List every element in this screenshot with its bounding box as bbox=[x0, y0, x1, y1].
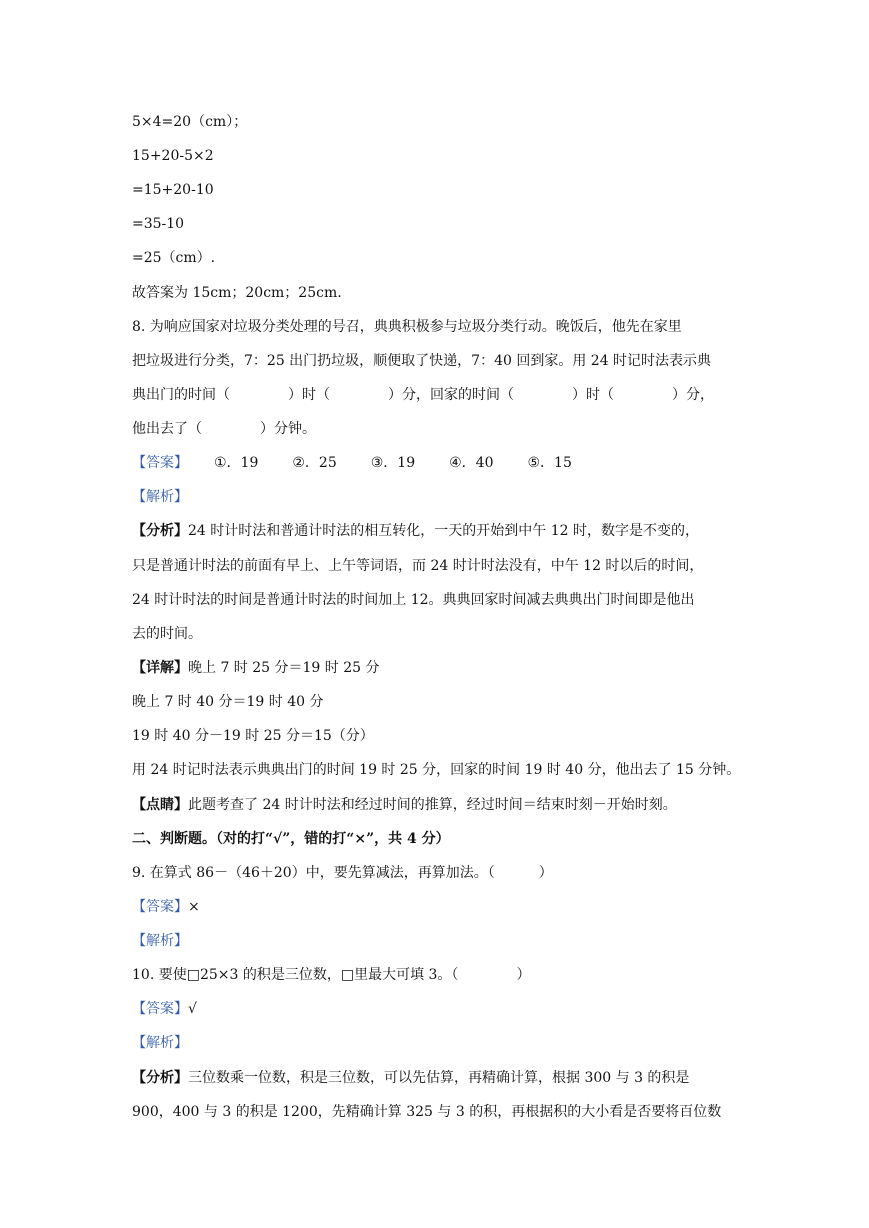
q10-text: ） bbox=[516, 967, 531, 983]
q10-fenxi-line bbox=[132, 1068, 739, 1088]
fenxi-text: 24 时计时法的时间是普通计时法的时间加上 12。典典回家时间减去典典出门时间即是他出 bbox=[132, 592, 695, 608]
text-line: =15+20-10 bbox=[132, 182, 214, 198]
q9-text: ） bbox=[538, 865, 553, 881]
answer-item: × bbox=[188, 899, 200, 915]
answer-label: 【答案】 bbox=[132, 1001, 188, 1017]
answer-item: ①．19 bbox=[214, 455, 259, 471]
fenxi-label: 【分析】 bbox=[132, 523, 188, 539]
q8-text: ）时（ bbox=[572, 387, 614, 403]
q8-line-1: 8. 为响应国家对垃圾分类处理的号召，典典积极参与垃圾分类行动。晚饭后，他先在家里 bbox=[132, 319, 682, 335]
detail-label: 【详解】 bbox=[132, 660, 188, 676]
text-line: 5×4=20（cm）； bbox=[132, 114, 248, 130]
detail-text: 19 时 40 分－19 时 25 分＝15（分） bbox=[132, 728, 374, 744]
fenxi-text: 三位数乘一位数，积是三位数，可以先估算，再精确计算，根据 300 与 3 的积是 bbox=[188, 1070, 690, 1086]
answer-item: ③．19 bbox=[370, 455, 416, 471]
fenxi-label: 【分析】 bbox=[132, 1070, 188, 1086]
answer-item: ②．25 bbox=[292, 455, 337, 471]
detail-text: 晚上 7 时 25 分＝19 时 25 分 bbox=[188, 660, 380, 676]
q9-answer-line bbox=[132, 897, 739, 917]
text-line: =25（cm）. bbox=[132, 250, 216, 266]
q8-line-2: 把垃圾进行分类，7：25 出门扔垃圾，顺便取了快递，7：40 回到家。用 24 时记时法表示典 bbox=[132, 353, 712, 369]
q8-line-3 bbox=[132, 385, 739, 405]
q10-question bbox=[132, 965, 739, 985]
answer-item: ⑤．15 bbox=[527, 455, 572, 471]
answer-label: 【答案】 bbox=[132, 899, 188, 915]
comment-text: 此题考查了 24 时计时法和经过时间的推算，经过时间＝结束时刻－开始时刻。 bbox=[188, 797, 677, 813]
q8-answer-line bbox=[132, 453, 739, 473]
detail-text: 用 24 时记时法表示典典出门的时间 19 时 25 分，回家的时间 19 时 40 分，他出去了 15 分钟。 bbox=[132, 762, 741, 778]
q10-answer-line bbox=[132, 999, 739, 1019]
answer-label: 【答案】 bbox=[132, 455, 188, 471]
fenxi-text: 去的时间。 bbox=[132, 626, 202, 642]
analysis-label: 【解析】 bbox=[132, 489, 188, 505]
analysis-label: 【解析】 bbox=[132, 933, 188, 949]
fenxi-text: 900，400 与 3 的积是 1200，先精确计算 325 与 3 的积，再根据积的大小看是否要将百位数 bbox=[132, 1104, 722, 1120]
q8-text: ）分， bbox=[672, 387, 714, 403]
q8-line-4 bbox=[132, 419, 739, 439]
analysis-label: 【解析】 bbox=[132, 1035, 188, 1051]
q9-text: 9. 在算式 86－（46＋20）中，要先算减法，再算加法。（ bbox=[132, 865, 495, 881]
q8-text: 他出去了（ bbox=[132, 421, 202, 437]
answer-item: ④．40 bbox=[449, 455, 494, 471]
q8-text: ）时（ bbox=[288, 387, 330, 403]
q8-fenxi-line bbox=[132, 521, 739, 541]
text-line: =35-10 bbox=[132, 216, 185, 232]
q8-comment-line bbox=[132, 795, 739, 815]
q8-detail-line bbox=[132, 658, 739, 678]
comment-label: 【点睛】 bbox=[132, 797, 188, 813]
q9-question bbox=[132, 863, 739, 883]
q8-text: 典出门的时间（ bbox=[132, 387, 230, 403]
text-line: 15+20-5×2 bbox=[132, 148, 214, 164]
text-line: 故答案为 15cm；20cm；25cm. bbox=[132, 285, 342, 301]
q10-text: 10. 要使□25×3 的积是三位数，□里最大可填 3。（ bbox=[132, 967, 459, 983]
fenxi-text: 只是普通计时法的前面有早上、上午等词语，而 24 时计时法没有，中午 12 时以后的时间， bbox=[132, 558, 704, 574]
section-title: 二、判断题。（对的打“√”，错的打“×”，共 4 分） bbox=[132, 831, 450, 847]
detail-text: 晚上 7 时 40 分＝19 时 40 分 bbox=[132, 694, 324, 710]
answer-item: √ bbox=[188, 1001, 197, 1017]
q8-text: ）分，回家的时间（ bbox=[388, 387, 514, 403]
fenxi-text: 24 时计时法和普通计时法的相互转化，一天的开始到中午 12 时，数字是不变的， bbox=[188, 523, 699, 539]
q8-text: ）分钟。 bbox=[260, 421, 316, 437]
